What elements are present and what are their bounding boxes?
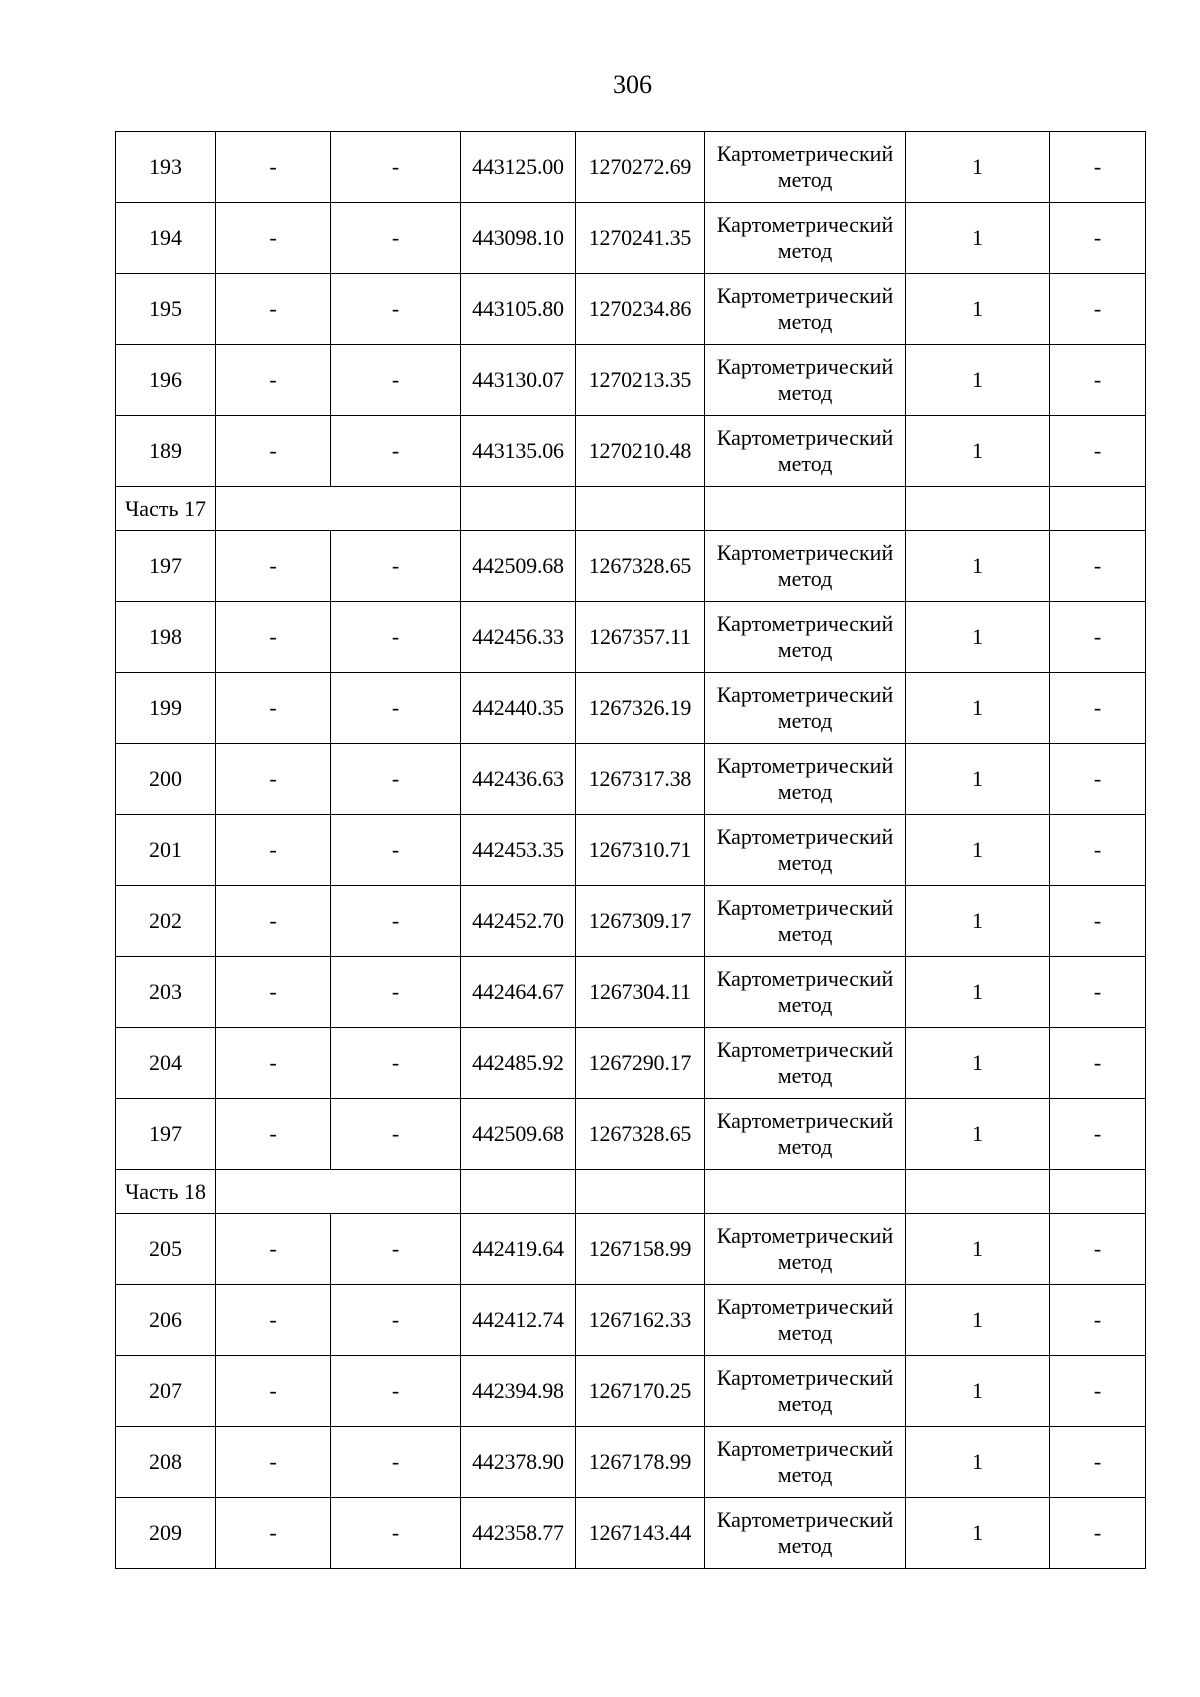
dash-cell: - [216, 1099, 331, 1170]
dash-cell: - [216, 531, 331, 602]
dash-cell: - [216, 345, 331, 416]
empty-cell [705, 1170, 906, 1214]
method-cell: Картометрический метод [705, 1028, 906, 1099]
method-cell: Картометрический метод [705, 1099, 906, 1170]
dash-cell: - [216, 132, 331, 203]
x-coordinate-cell: 442464.67 [461, 957, 576, 1028]
dash-cell: - [1050, 1028, 1146, 1099]
dash-cell: - [1050, 602, 1146, 673]
accuracy-cell: 1 [906, 1214, 1050, 1285]
dash-cell: - [216, 744, 331, 815]
dash-cell: - [331, 531, 461, 602]
dash-cell: - [331, 957, 461, 1028]
method-cell: Картометрический метод [705, 886, 906, 957]
x-coordinate-cell: 442358.77 [461, 1498, 576, 1569]
dash-cell: - [1050, 132, 1146, 203]
point-number-cell: 196 [116, 345, 216, 416]
table-row [116, 886, 1146, 957]
x-coordinate-cell: 442394.98 [461, 1356, 576, 1427]
empty-cell [216, 1170, 461, 1214]
part-header-row [116, 487, 1146, 531]
dash-cell: - [331, 1099, 461, 1170]
x-coordinate-cell: 443105.80 [461, 274, 576, 345]
empty-cell [461, 487, 576, 531]
accuracy-cell: 1 [906, 531, 1050, 602]
point-number-cell: 198 [116, 602, 216, 673]
x-coordinate-cell: 442419.64 [461, 1214, 576, 1285]
part-header-row [116, 1170, 1146, 1214]
table-row [116, 602, 1146, 673]
dash-cell: - [331, 886, 461, 957]
point-number-cell: 200 [116, 744, 216, 815]
method-cell: Картометрический метод [705, 1214, 906, 1285]
y-coordinate-cell: 1267326.19 [576, 673, 705, 744]
dash-cell: - [216, 886, 331, 957]
point-number-cell: 199 [116, 673, 216, 744]
point-number-cell: 203 [116, 957, 216, 1028]
dash-cell: - [1050, 531, 1146, 602]
y-coordinate-cell: 1270234.86 [576, 274, 705, 345]
table-row [116, 1214, 1146, 1285]
dash-cell: - [331, 1498, 461, 1569]
method-cell: Картометрический метод [705, 345, 906, 416]
table-row [116, 1356, 1146, 1427]
y-coordinate-cell: 1267178.99 [576, 1427, 705, 1498]
point-number-cell: 204 [116, 1028, 216, 1099]
dash-cell: - [1050, 1427, 1146, 1498]
point-number-cell: 209 [116, 1498, 216, 1569]
point-number-cell: 208 [116, 1427, 216, 1498]
method-cell: Картометрический метод [705, 1285, 906, 1356]
dash-cell: - [331, 416, 461, 487]
empty-cell [906, 1170, 1050, 1214]
dash-cell: - [1050, 744, 1146, 815]
accuracy-cell: 1 [906, 274, 1050, 345]
x-coordinate-cell: 442456.33 [461, 602, 576, 673]
table-row [116, 132, 1146, 203]
y-coordinate-cell: 1267328.65 [576, 531, 705, 602]
empty-cell [216, 487, 461, 531]
dash-cell: - [331, 132, 461, 203]
dash-cell: - [216, 416, 331, 487]
y-coordinate-cell: 1270210.48 [576, 416, 705, 487]
dash-cell: - [216, 673, 331, 744]
dash-cell: - [331, 1028, 461, 1099]
part-label: Часть 17 [116, 487, 216, 531]
x-coordinate-cell: 443125.00 [461, 132, 576, 203]
y-coordinate-cell: 1267290.17 [576, 1028, 705, 1099]
point-number-cell: 207 [116, 1356, 216, 1427]
method-cell: Картометрический метод [705, 815, 906, 886]
dash-cell: - [216, 1498, 331, 1569]
point-number-cell: 205 [116, 1214, 216, 1285]
x-coordinate-cell: 442509.68 [461, 531, 576, 602]
dash-cell: - [216, 1356, 331, 1427]
table-row [116, 416, 1146, 487]
point-number-cell: 194 [116, 203, 216, 274]
method-cell: Картометрический метод [705, 1427, 906, 1498]
x-coordinate-cell: 443130.07 [461, 345, 576, 416]
y-coordinate-cell: 1270241.35 [576, 203, 705, 274]
method-cell: Картометрический метод [705, 1356, 906, 1427]
dash-cell: - [216, 1427, 331, 1498]
method-cell: Картометрический метод [705, 416, 906, 487]
empty-cell [705, 487, 906, 531]
dash-cell: - [216, 1285, 331, 1356]
table-row [116, 203, 1146, 274]
point-number-cell: 201 [116, 815, 216, 886]
dash-cell: - [331, 1356, 461, 1427]
accuracy-cell: 1 [906, 1028, 1050, 1099]
x-coordinate-cell: 443135.06 [461, 416, 576, 487]
empty-cell [576, 1170, 705, 1214]
dash-cell: - [1050, 815, 1146, 886]
x-coordinate-cell: 442509.68 [461, 1099, 576, 1170]
point-number-cell: 195 [116, 274, 216, 345]
y-coordinate-cell: 1267162.33 [576, 1285, 705, 1356]
table-row [116, 957, 1146, 1028]
y-coordinate-cell: 1267317.38 [576, 744, 705, 815]
point-number-cell: 197 [116, 1099, 216, 1170]
accuracy-cell: 1 [906, 416, 1050, 487]
point-number-cell: 206 [116, 1285, 216, 1356]
empty-cell [1050, 1170, 1146, 1214]
part-label: Часть 18 [116, 1170, 216, 1214]
method-cell: Картометрический метод [705, 132, 906, 203]
dash-cell: - [331, 1285, 461, 1356]
dash-cell: - [331, 1427, 461, 1498]
method-cell: Картометрический метод [705, 531, 906, 602]
accuracy-cell: 1 [906, 203, 1050, 274]
x-coordinate-cell: 442440.35 [461, 673, 576, 744]
table-row [116, 1099, 1146, 1170]
y-coordinate-cell: 1267309.17 [576, 886, 705, 957]
empty-cell [1050, 487, 1146, 531]
dash-cell: - [1050, 886, 1146, 957]
dash-cell: - [1050, 1099, 1146, 1170]
accuracy-cell: 1 [906, 815, 1050, 886]
method-cell: Картометрический метод [705, 274, 906, 345]
dash-cell: - [216, 957, 331, 1028]
y-coordinate-cell: 1270272.69 [576, 132, 705, 203]
x-coordinate-cell: 443098.10 [461, 203, 576, 274]
accuracy-cell: 1 [906, 132, 1050, 203]
point-number-cell: 189 [116, 416, 216, 487]
x-coordinate-cell: 442485.92 [461, 1028, 576, 1099]
dash-cell: - [1050, 345, 1146, 416]
accuracy-cell: 1 [906, 886, 1050, 957]
dash-cell: - [331, 673, 461, 744]
dash-cell: - [331, 274, 461, 345]
x-coordinate-cell: 442436.63 [461, 744, 576, 815]
accuracy-cell: 1 [906, 957, 1050, 1028]
accuracy-cell: 1 [906, 1285, 1050, 1356]
y-coordinate-cell: 1267328.65 [576, 1099, 705, 1170]
dash-cell: - [331, 345, 461, 416]
table-row [116, 1285, 1146, 1356]
table-row [116, 1427, 1146, 1498]
dash-cell: - [1050, 957, 1146, 1028]
table-row [116, 274, 1146, 345]
empty-cell [906, 487, 1050, 531]
dash-cell: - [216, 1028, 331, 1099]
dash-cell: - [216, 1214, 331, 1285]
method-cell: Картометрический метод [705, 744, 906, 815]
dash-cell: - [1050, 1498, 1146, 1569]
accuracy-cell: 1 [906, 1427, 1050, 1498]
point-number-cell: 202 [116, 886, 216, 957]
dash-cell: - [331, 602, 461, 673]
table-row [116, 1028, 1146, 1099]
y-coordinate-cell: 1270213.35 [576, 345, 705, 416]
method-cell: Картометрический метод [705, 673, 906, 744]
dash-cell: - [1050, 416, 1146, 487]
point-number-cell: 197 [116, 531, 216, 602]
accuracy-cell: 1 [906, 1099, 1050, 1170]
method-cell: Картометрический метод [705, 203, 906, 274]
accuracy-cell: 1 [906, 673, 1050, 744]
dash-cell: - [216, 815, 331, 886]
x-coordinate-cell: 442453.35 [461, 815, 576, 886]
dash-cell: - [1050, 274, 1146, 345]
table-body [116, 132, 1146, 1569]
dash-cell: - [331, 1214, 461, 1285]
method-cell: Картометрический метод [705, 1498, 906, 1569]
method-cell: Картометрический метод [705, 957, 906, 1028]
dash-cell: - [216, 203, 331, 274]
dash-cell: - [331, 203, 461, 274]
y-coordinate-cell: 1267170.25 [576, 1356, 705, 1427]
x-coordinate-cell: 442412.74 [461, 1285, 576, 1356]
accuracy-cell: 1 [906, 1498, 1050, 1569]
table-row [116, 531, 1146, 602]
table-row [116, 744, 1146, 815]
table-row [116, 345, 1146, 416]
coordinates-table [115, 131, 1146, 1569]
x-coordinate-cell: 442378.90 [461, 1427, 576, 1498]
accuracy-cell: 1 [906, 345, 1050, 416]
dash-cell: - [1050, 1356, 1146, 1427]
dash-cell: - [331, 815, 461, 886]
y-coordinate-cell: 1267310.71 [576, 815, 705, 886]
empty-cell [461, 1170, 576, 1214]
accuracy-cell: 1 [906, 1356, 1050, 1427]
dash-cell: - [1050, 1214, 1146, 1285]
accuracy-cell: 1 [906, 744, 1050, 815]
table-row [116, 815, 1146, 886]
dash-cell: - [216, 602, 331, 673]
dash-cell: - [216, 274, 331, 345]
table-row [116, 673, 1146, 744]
y-coordinate-cell: 1267143.44 [576, 1498, 705, 1569]
page-number: 306 [613, 70, 652, 99]
dash-cell: - [331, 744, 461, 815]
point-number-cell: 193 [116, 132, 216, 203]
table-row [116, 1498, 1146, 1569]
dash-cell: - [1050, 1285, 1146, 1356]
dash-cell: - [1050, 673, 1146, 744]
x-coordinate-cell: 442452.70 [461, 886, 576, 957]
y-coordinate-cell: 1267357.11 [576, 602, 705, 673]
empty-cell [576, 487, 705, 531]
accuracy-cell: 1 [906, 602, 1050, 673]
y-coordinate-cell: 1267304.11 [576, 957, 705, 1028]
method-cell: Картометрический метод [705, 602, 906, 673]
y-coordinate-cell: 1267158.99 [576, 1214, 705, 1285]
dash-cell: - [1050, 203, 1146, 274]
